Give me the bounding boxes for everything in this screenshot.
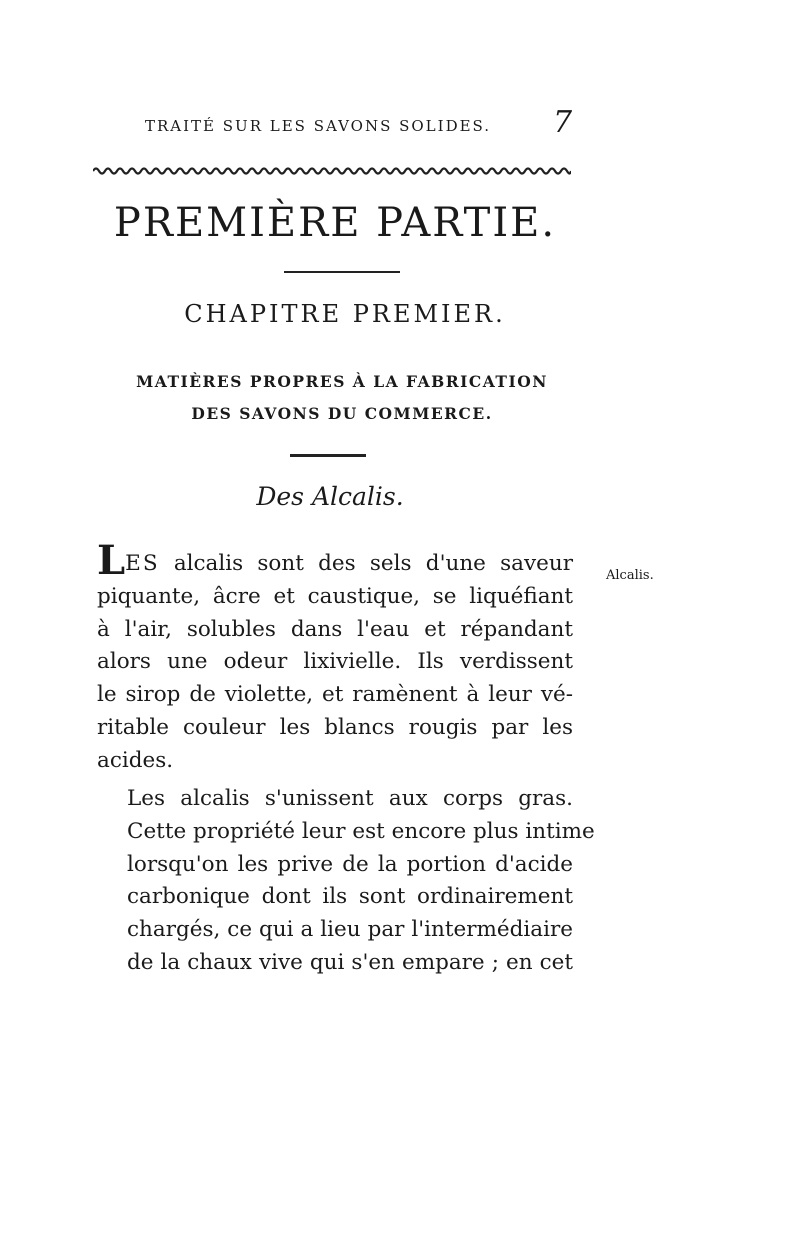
text-line: à l'air, solubles dans l'eau et répandant: [97, 616, 573, 642]
text-line: [97, 537, 573, 584]
text-line: Les alcalis s'unissent aux corps gras.: [127, 786, 573, 811]
paragraph: [97, 537, 573, 778]
subject-line: MATIÈRES PROPRES À LA FABRICATION: [136, 372, 548, 391]
subject-line: DES SAVONS DU COMMERCE.: [191, 404, 493, 423]
divider-rule: [284, 271, 400, 273]
part-title: PREMIÈRE PARTIE.: [113, 200, 557, 246]
chapter-subject: [82, 366, 602, 430]
text-line: ritable couleur les blancs rougis par les: [97, 714, 573, 740]
text-line: carbonique dont ils sont ordinairement: [127, 884, 573, 910]
first-word-rest: ES: [125, 551, 160, 576]
divider-rule: [290, 454, 366, 457]
chapter-title: CHAPITRE PREMIER.: [184, 300, 506, 328]
ornamental-rule: [93, 165, 571, 177]
text-line: piquante, âcre et caustique, se liquéfiant: [97, 583, 573, 609]
text-line: de la chaux vive qui s'en empare ; en cet: [127, 949, 573, 975]
paragraph: [97, 783, 595, 980]
text-line: acides.: [97, 747, 174, 773]
page-number: 7: [553, 105, 573, 140]
text-line: le sirop de violette, et ramènent à leur vé-: [97, 682, 573, 708]
section-title: Des Alcalis.: [256, 482, 404, 511]
running-title: TRAITÉ SUR LES SAVONS SOLIDES.: [145, 117, 492, 135]
margin-note: Alcalis.: [606, 568, 654, 583]
drop-initial: L: [97, 537, 126, 584]
text-line: chargés, ce qui a lieu par l'intermédiaire: [127, 917, 573, 943]
line-rest: alcalis sont des sels d'une saveur: [159, 551, 573, 576]
text-line: alors une odeur lixivielle. Ils verdissent: [97, 649, 573, 675]
text-line: lorsqu'on les prive de la portion d'acide: [127, 851, 573, 877]
text-line: Cette propriété leur est encore plus intime: [127, 818, 595, 844]
